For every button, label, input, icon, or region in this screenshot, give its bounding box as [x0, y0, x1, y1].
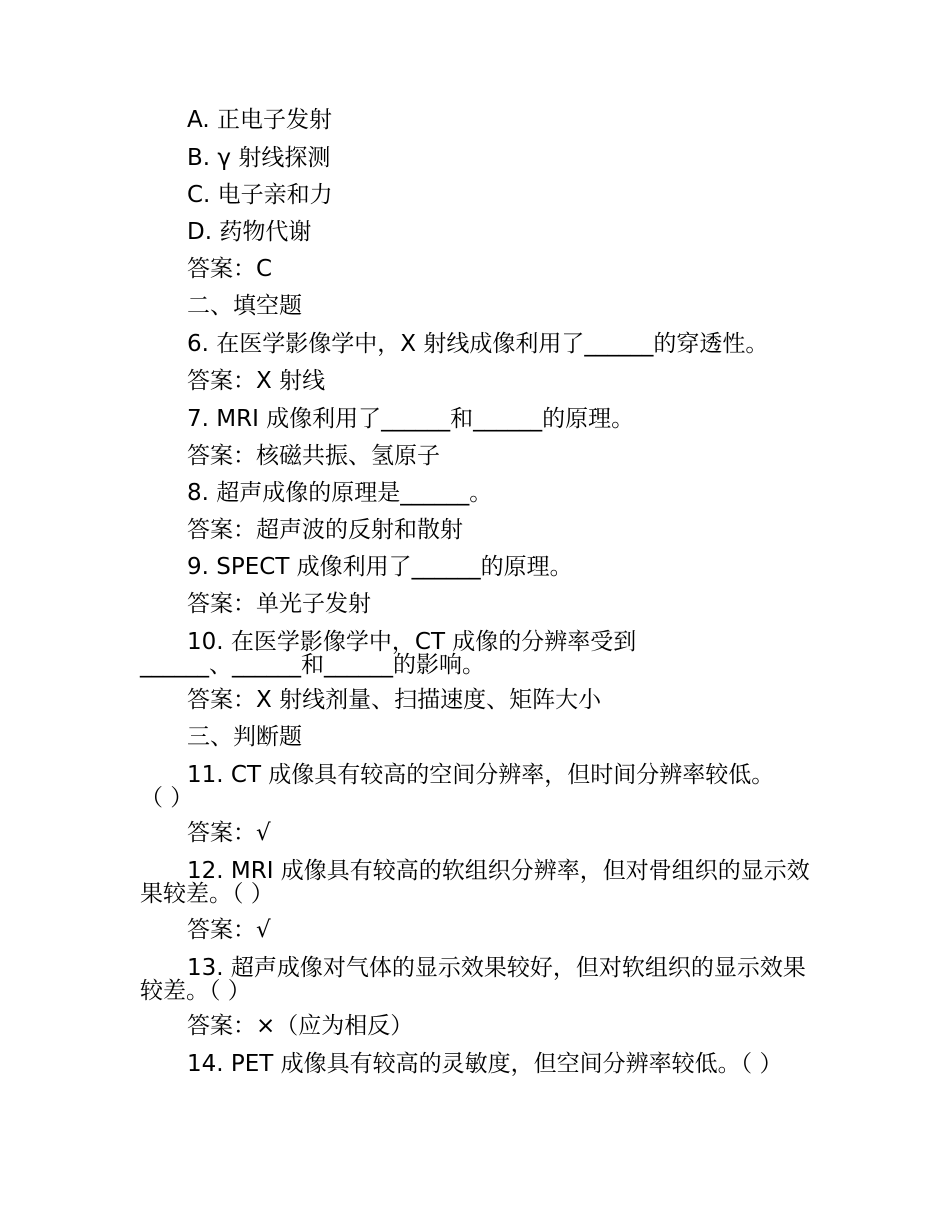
option-c: C. 电子亲和力: [187, 182, 333, 208]
option-b: B. γ 射线探测: [187, 145, 331, 171]
answer-9: 答案：单光子发射: [187, 591, 371, 617]
answer-5: 答案：C: [187, 256, 273, 282]
answer-11: 答案：√: [187, 820, 271, 846]
question-14: 14. PET 成像具有较高的灵敏度，但空间分辨率较低。（ ）: [187, 1051, 783, 1077]
section-heading-true-false: 三、判断题: [187, 724, 302, 750]
answer-6: 答案：X 射线: [187, 368, 326, 394]
question-12: 12. MRI 成像具有较高的软组织分辨率，但对骨组织的显示效果较差。（ ）: [140, 858, 810, 907]
answer-8: 答案：超声波的反射和散射: [187, 517, 463, 543]
question-11: 11. CT 成像具有较高的空间分辨率，但时间分辨率较低。（ ）: [140, 762, 775, 811]
question-9: 9. SPECT 成像利用了______的原理。: [187, 554, 573, 580]
option-a: A. 正电子发射: [187, 107, 332, 133]
question-6: 6. 在医学影像学中，X 射线成像利用了______的穿透性。: [187, 331, 769, 357]
option-d: D. 药物代谢: [187, 219, 312, 245]
answer-10: 答案：X 射线剂量、扫描速度、矩阵大小: [187, 687, 602, 713]
question-13: 13. 超声成像对气体的显示效果较好，但对软组织的显示效果较差。（ ）: [140, 955, 806, 1004]
answer-12: 答案：√: [187, 917, 271, 943]
question-7: 7. MRI 成像利用了______和______的原理。: [187, 406, 635, 432]
question-8: 8. 超声成像的原理是______。: [187, 480, 493, 506]
answer-13: 答案：×（应为相反）: [187, 1013, 414, 1039]
question-10: 10. 在医学影像学中，CT 成像的分辨率受到______、______和______的影响。: [140, 629, 637, 678]
section-heading-fill-blank: 二、填空题: [187, 293, 302, 319]
answer-7: 答案：核磁共振、氢原子: [187, 443, 440, 469]
